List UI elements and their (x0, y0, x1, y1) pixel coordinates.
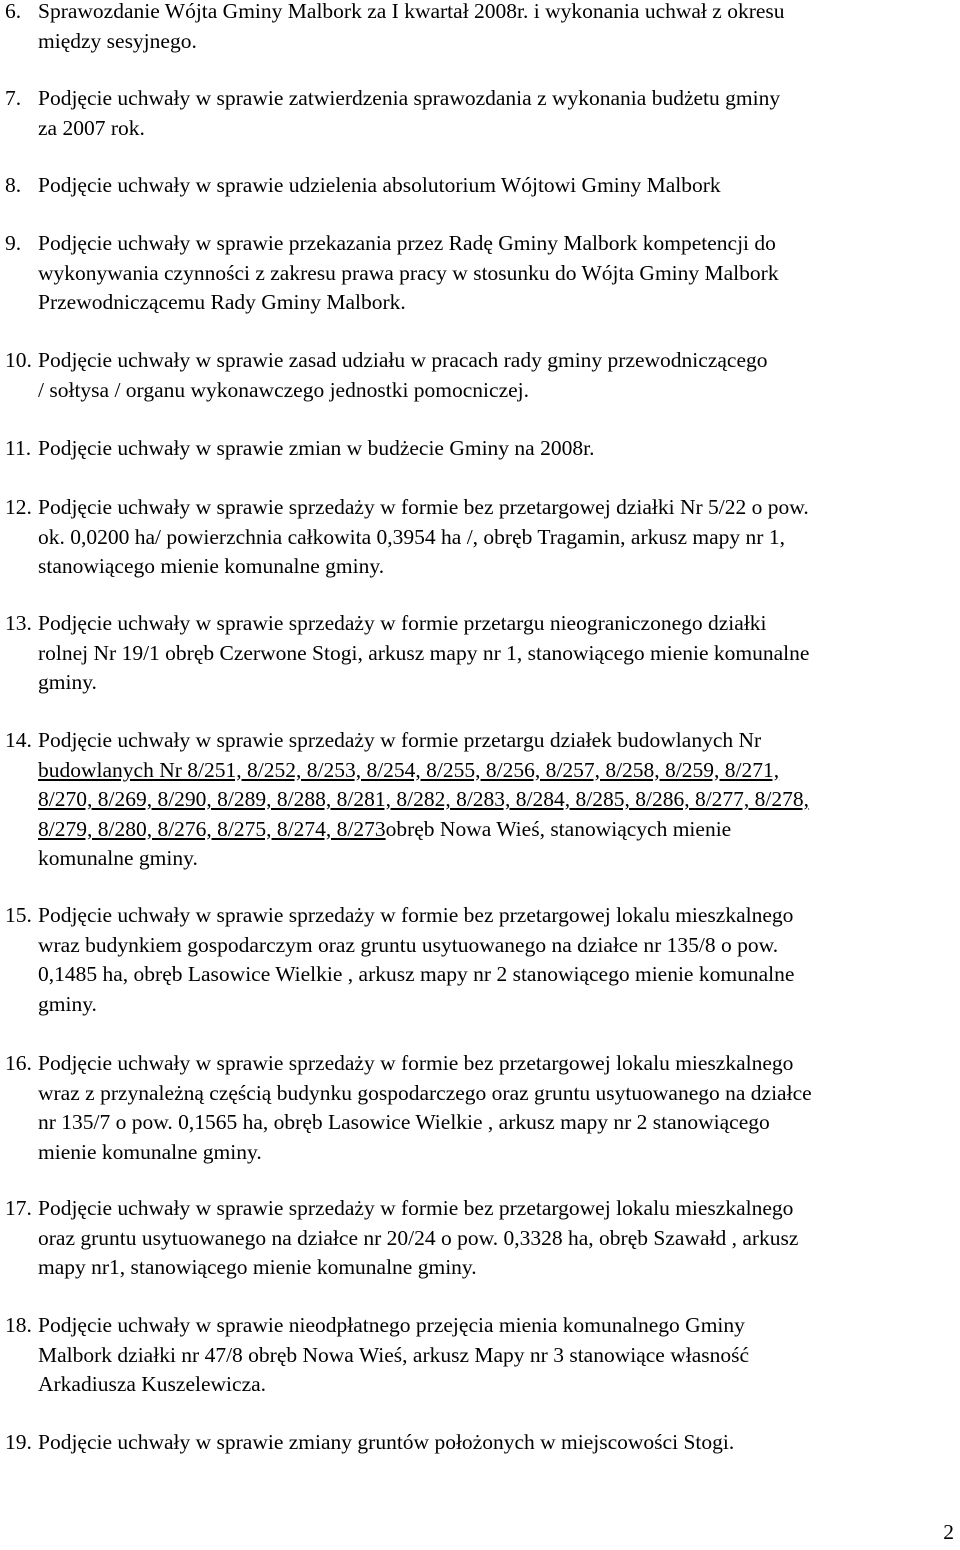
item-text-line: Podjęcie uchwały w sprawie sprzedaży w formie bez przetargowej lokalu mieszkalnego (38, 1196, 794, 1220)
page-number: 2 (943, 1520, 954, 1544)
item-text-line: Podjęcie uchwały w sprawie sprzedaży w formie przetargu działek budowlanych Nr (38, 728, 762, 752)
parcel-list-line: budowlanych Nr 8/251, 8/252, 8/253, 8/254, 8/255, 8/256, 8/257, 8/258, 8/259, 8/271, (38, 757, 780, 782)
item-text-line: między sesyjnego. (38, 28, 197, 53)
item-text-line: Sprawozdanie Wójta Gminy Malbork za I kwartał 2008r. i wykonania uchwał z okresu (38, 0, 785, 23)
item-text-line: nr 135/7 o pow. 0,1565 ha, obręb Lasowice Wielkie , arkusz mapy nr 2 stanowiącego (38, 1110, 770, 1134)
item-number: 13. (5, 611, 32, 635)
item-text-line: stanowiącego mienie komunalne gminy. (38, 554, 385, 578)
item-number: 14. (5, 728, 32, 752)
item-text-line: Podjęcie uchwały w sprawie sprzedaży w formie bez przetargowej lokalu mieszkalnego (38, 903, 794, 927)
agenda-item-6 (0, 0, 950, 56)
item-text-line: wykonywania czynności z zakresu prawa pracy w stosunku do Wójta Gminy Malbork (38, 260, 779, 285)
item-number: 19. (5, 1430, 32, 1454)
item-number: 6. (5, 0, 22, 23)
item-text-line: wraz budynkiem gospodarczym oraz gruntu usytuowanego na działce nr 135/8 o pow. (38, 932, 779, 957)
agenda-item-12 (0, 493, 950, 582)
item-text-line: Podjęcie uchwały w sprawie zmian w budżecie Gminy na 2008r. (38, 436, 595, 460)
item-number: 7. (5, 86, 22, 110)
item-text-line: Podjęcie uchwały w sprawie zmiany gruntów położonych w miejscowości Stogi. (38, 1430, 735, 1454)
item-text-line: Podjęcie uchwały w sprawie zatwierdzenia sprawozdania z wykonania budżetu gminy (38, 86, 781, 110)
agenda-item-15 (0, 901, 950, 1019)
item-text-line: komunalne gminy. (38, 846, 198, 870)
item-text-line: Podjęcie uchwały w sprawie nieodpłatnego przejęcia mienia komunalnego Gminy (38, 1313, 745, 1337)
item-text-line: gminy. (38, 991, 97, 1016)
agenda-item-16 (0, 1049, 950, 1167)
item-text-line: Przewodniczącemu Rady Gminy Malbork. (38, 290, 406, 314)
agenda-item-13 (0, 609, 950, 698)
item-number: 18. (5, 1313, 32, 1337)
item-number: 15. (5, 903, 32, 927)
item-text-line: za 2007 rok. (38, 115, 145, 140)
item-text-line: oraz gruntu usytuowanego na działce nr 20/24 o pow. 0,3328 ha, obręb Szawałd , arkusz (38, 1225, 799, 1250)
item-text-line: mienie komunalne gminy. (38, 1139, 262, 1164)
agenda-item-19 (0, 1428, 950, 1458)
agenda-item-11 (0, 434, 950, 464)
item-number: 16. (5, 1051, 32, 1075)
item-text-line: Podjęcie uchwały w sprawie sprzedaży w formie przetargu nieograniczonego działki (38, 611, 767, 635)
parcel-list-line: 8/270, 8/269, 8/290, 8/289, 8/288, 8/281, 8/282, 8/283, 8/284, 8/285, 8/286, 8/277, 8/278, (38, 787, 810, 811)
agenda-item-9 (0, 229, 950, 318)
agenda-item-8 (0, 171, 950, 201)
item-text-line: Podjęcie uchwały w sprawie zasad udziału w pracach rady gminy przewodniczącego (38, 348, 768, 372)
item-text-line: 0,1485 ha, obręb Lasowice Wielkie , arkusz mapy nr 2 stanowiącego mienie komunalne (38, 962, 795, 986)
parcel-list-fragment: 8/279, 8/280, 8/276, 8/275, 8/274, 8/273 (38, 816, 386, 841)
item-text-line: Podjęcie uchwały w sprawie udzielenia absolutorium Wójtowi Gminy Malbork (38, 173, 721, 197)
item-number: 17. (5, 1196, 32, 1220)
item-text-line: gminy. (38, 670, 97, 694)
item-number: 10. (5, 348, 32, 372)
item-text-line: rolnej Nr 19/1 obręb Czerwone Stogi, arkusz mapy nr 1, stanowiącego mienie komunalne (38, 640, 810, 665)
item-text-line: Podjęcie uchwały w sprawie sprzedaży w formie bez przetargowej lokalu mieszkalnego (38, 1051, 794, 1075)
item-text-fragment: obręb Nowa Wieś, stanowiących mienie (385, 816, 732, 841)
item-number: 11. (5, 436, 32, 460)
item-text-line: Podjęcie uchwały w sprawie sprzedaży w formie bez przetargowej działki Nr 5/22 o pow. (38, 495, 809, 519)
agenda-item-7 (0, 84, 950, 143)
agenda-item-10 (0, 346, 950, 405)
item-text-line (0, 815, 950, 845)
item-text-line: Podjęcie uchwały w sprawie przekazania przez Radę Gminy Malbork kompetencji do (38, 231, 776, 255)
agenda-item-17 (0, 1194, 950, 1283)
item-number: 8. (5, 173, 22, 197)
item-text-line: mapy nr1, stanowiącego mienie komunalne gminy. (38, 1255, 477, 1279)
item-text-line: / sołtysa / organu wykonawczego jednostki pomocniczej. (38, 377, 530, 402)
agenda-item-18 (0, 1311, 950, 1400)
item-number: 12. (5, 495, 32, 519)
item-number: 9. (5, 231, 22, 255)
item-text-line: Malbork działki nr 47/8 obręb Nowa Wieś, arkusz Mapy nr 3 stanowiące własność (38, 1342, 750, 1367)
item-text-line: Arkadiusza Kuszelewicza. (38, 1372, 267, 1396)
item-text-line: ok. 0,0200 ha/ powierzchnia całkowita 0,3954 ha /, obręb Tragamin, arkusz mapy nr 1, (38, 524, 785, 549)
agenda-item-14 (0, 726, 950, 874)
item-text-line: wraz z przynależną częścią budynku gospodarczego oraz gruntu usytuowanego na działce (38, 1080, 812, 1105)
